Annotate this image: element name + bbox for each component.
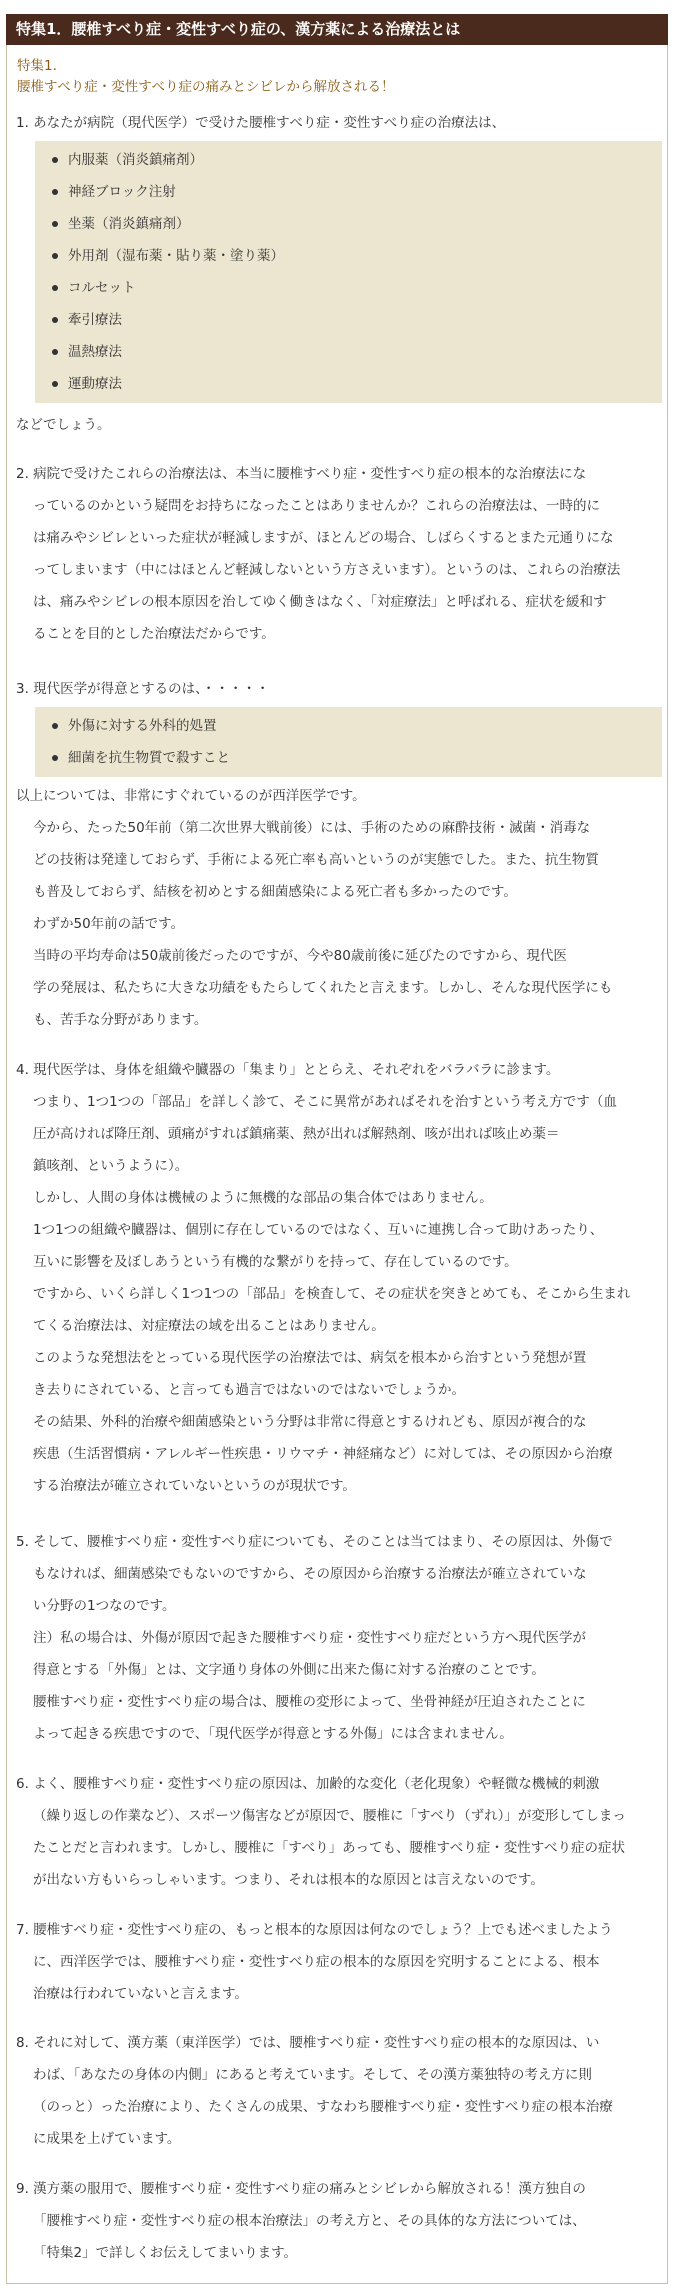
section-3-lead: 3. 現代医学が得意とするのは、・・・・・: [16, 681, 270, 697]
section-5-body: 5. そして、腰椎すべり症・変性すべり症についても、そのことは当てはまり、その原因は、外傷で もなければ、細菌感染でもないのですから、その原因から治療する治療法が確立されていな い分野の1つなのです。 注）私の場合は、外傷が原因で起きた腰椎すべり症・変性すべり症だという方へ現代医学が 得意とする「外傷」とは、文字通り身体の外側に出来た傷に対する治療のことです。 腰椎すべり症・変性すべり症の場合は、腰椎の変形によって、坐骨神経が圧迫されたことに よって起きる疾患ですので、「現代医学が得意とする外傷」には含まれません。: [16, 1534, 613, 1742]
list-item: 細菌を抗生物質で殺すこと: [35, 742, 662, 774]
intro-headline: 腰椎すべり症・変性すべり症の痛みとシビレから解放される！: [17, 79, 395, 95]
list-item: 外用剤（湿布薬・貼り薬・塗り薬）: [35, 240, 662, 272]
bullet-dot-icon: [52, 349, 58, 355]
list-item: 温熱療法: [35, 336, 662, 368]
section-1-tail: などでしょう。: [16, 417, 111, 433]
section-2-body: 2. 病院で受けたこれらの治療法は、本当に腰椎すべり症・変性すべり症の根本的な治療法にな っているのかという疑問をお持ちになったことはありませんか？これらの治療法は、一時的に は痛みやシビレといった症状が軽減しますが、ほとんどの場合、しばらくするとまた元通りにな ってしまいます（中にはほとんど軽減しないという方さえいます）。というのは、これらの治療法 は、痛みやシビレの根本原因を治してゆく働きはなく、「対症療法」と呼ばれる、症状を緩和す ることを目的とした治療法だからです。: [16, 466, 621, 642]
bullet-dot-icon: [52, 157, 58, 163]
section-9-body: 9. 漢方薬の服用で、腰椎すべり症・変性すべり症の痛みとシビレから解放される！漢方独自の 「腰椎すべり症・変性すべり症の根本治療法」の考え方と、その具体的な方法については、 「特集2」で詳しくお伝えしてまいります。: [16, 2181, 586, 2261]
intro-label: 特集1.: [17, 58, 57, 74]
section-2: [16, 458, 660, 650]
list-item: 外傷に対する外科的処置: [35, 710, 662, 742]
bullet-dot-icon: [52, 253, 58, 259]
bullet-dot-icon: [52, 189, 58, 195]
list-item: 牽引療法: [35, 304, 662, 336]
list-item: コルセット: [35, 272, 662, 304]
strengths-list: [35, 707, 662, 777]
bullet-dot-icon: [52, 723, 58, 729]
list-item: 神経ブロック注射: [35, 176, 662, 208]
section-6: [16, 1768, 660, 1896]
bullet-dot-icon: [52, 221, 58, 227]
page-title: 特集1．腰椎すべり症・変性すべり症の、漢方薬による治療法とは: [6, 14, 668, 45]
section-7: [16, 1914, 660, 2010]
section-3: [16, 678, 660, 1036]
section-8: [16, 2027, 660, 2155]
treatment-list: [35, 141, 662, 403]
section-6-body: 6. よく、腰椎すべり症・変性すべり症の原因は、加齢的な変化（老化現象）や軽微な機械的刺激 （繰り返しの作業など）、スポーツ傷害などが原因で、腰椎に「すべり（ずれ）」が変形してしまっ たことだと言われます。しかし、腰椎に「すべり」あっても、腰椎すべり症・変性すべり症の症状 が出ない方もいらっしゃいます。つまり、それは根本的な原因とは言えないのです。: [16, 1776, 626, 1888]
section-3-body: 今から、たった50年前（第二次世界大戦前後）には、手術のための麻酔技術・滅菌・消毒な どの技術は発達しておらず、手術による死亡率も高いというのが実態でした。また、抗生物質 も普及しておらず、結核を初めとする細菌感染による死亡者も多かったのです。 わずか50年前の話です。 当時の平均寿命は50歳前後だったのですが、今や80歳前後に延びたのですから、現代医 学の発展は、私たちに大きな功績をもたらしてくれたと言えます。しかし、そんな現代医学にも も、苦手な分野があります。: [33, 820, 613, 1028]
list-item: 内服薬（消炎鎮痛剤）: [35, 144, 662, 176]
bullet-dot-icon: [52, 317, 58, 323]
bullet-dot-icon: [52, 381, 58, 387]
bullet-dot-icon: [52, 285, 58, 291]
section-5: [16, 1526, 660, 1750]
list-item: 坐薬（消炎鎮痛剤）: [35, 208, 662, 240]
section-9: [16, 2173, 660, 2269]
section-4-body: 4. 現代医学は、身体を組織や臓器の「集まり」ととらえ、それぞれをバラバラに診ます。 つまり、1つ1つの「部品」を詳しく診て、そこに異常があればそれを治すという考え方です（血 圧が高ければ降圧剤、頭痛がすれば鎮痛薬、熱が出れば解熱剤、咳が出れば咳止め薬＝ 鎮咳剤、というように）。 しかし、人間の身体は機械のように無機的な部品の集合体ではありません。 1つ1つの組織や臓器は、個別に存在しているのではなく、互いに連携し合って助けあったり、 互いに影響を及ぼしあうという有機的な繋がりを持って、存在しているのです。 ですから、いくら詳しく1つ1つの「部品」を検査して、その症状を突きとめても、そこから生まれ てくる治療法は、対症療法の域を出ることはありません。 このような発想法をとっている現代医学の治療法では、病気を根本から治すという発想が置 き去りにされている、と言っても過言ではないのではないでしょうか。 その結果、外科的治療や細菌感染という分野は非常に得意とするけれども、原因が複合的な 疾患（生活習慣病・アレルギー性疾患・リウマチ・神経痛など）に対しては、その原因から治療 する治療法が確立されていないというのが現状です。: [16, 1062, 631, 1494]
section-1: [16, 112, 660, 441]
section-8-body: 8. それに対して、漢方薬（東洋医学）では、腰椎すべり症・変性すべり症の根本的な原因は、い わば、「あなたの身体の内側」にあると考えています。そして、その漢方薬独特の考え方に則 （のっと）った治療により、たくさんの成果、すなわち腰椎すべり症・変性すべり症の根本治療 に成果を上げています。: [16, 2035, 613, 2147]
section-7-body: 7. 腰椎すべり症・変性すべり症の、もっと根本的な原因は何なのでしょう？上でも述べましたよう に、西洋医学では、腰椎すべり症・変性すべり症の根本的な原因を究明することによる、根本 治療は行われていないと言えます。: [16, 1922, 613, 2002]
list-item: 運動療法: [35, 368, 662, 400]
section-1-lead: 1. あなたが病院（現代医学）で受けた腰椎すべり症・変性すべり症の治療法は、: [16, 115, 506, 131]
section-3-after: 以上については、非常にすぐれているのが西洋医学です。: [16, 788, 366, 804]
section-4: [16, 1054, 660, 1502]
intro: [17, 56, 657, 98]
bullet-dot-icon: [52, 755, 58, 761]
